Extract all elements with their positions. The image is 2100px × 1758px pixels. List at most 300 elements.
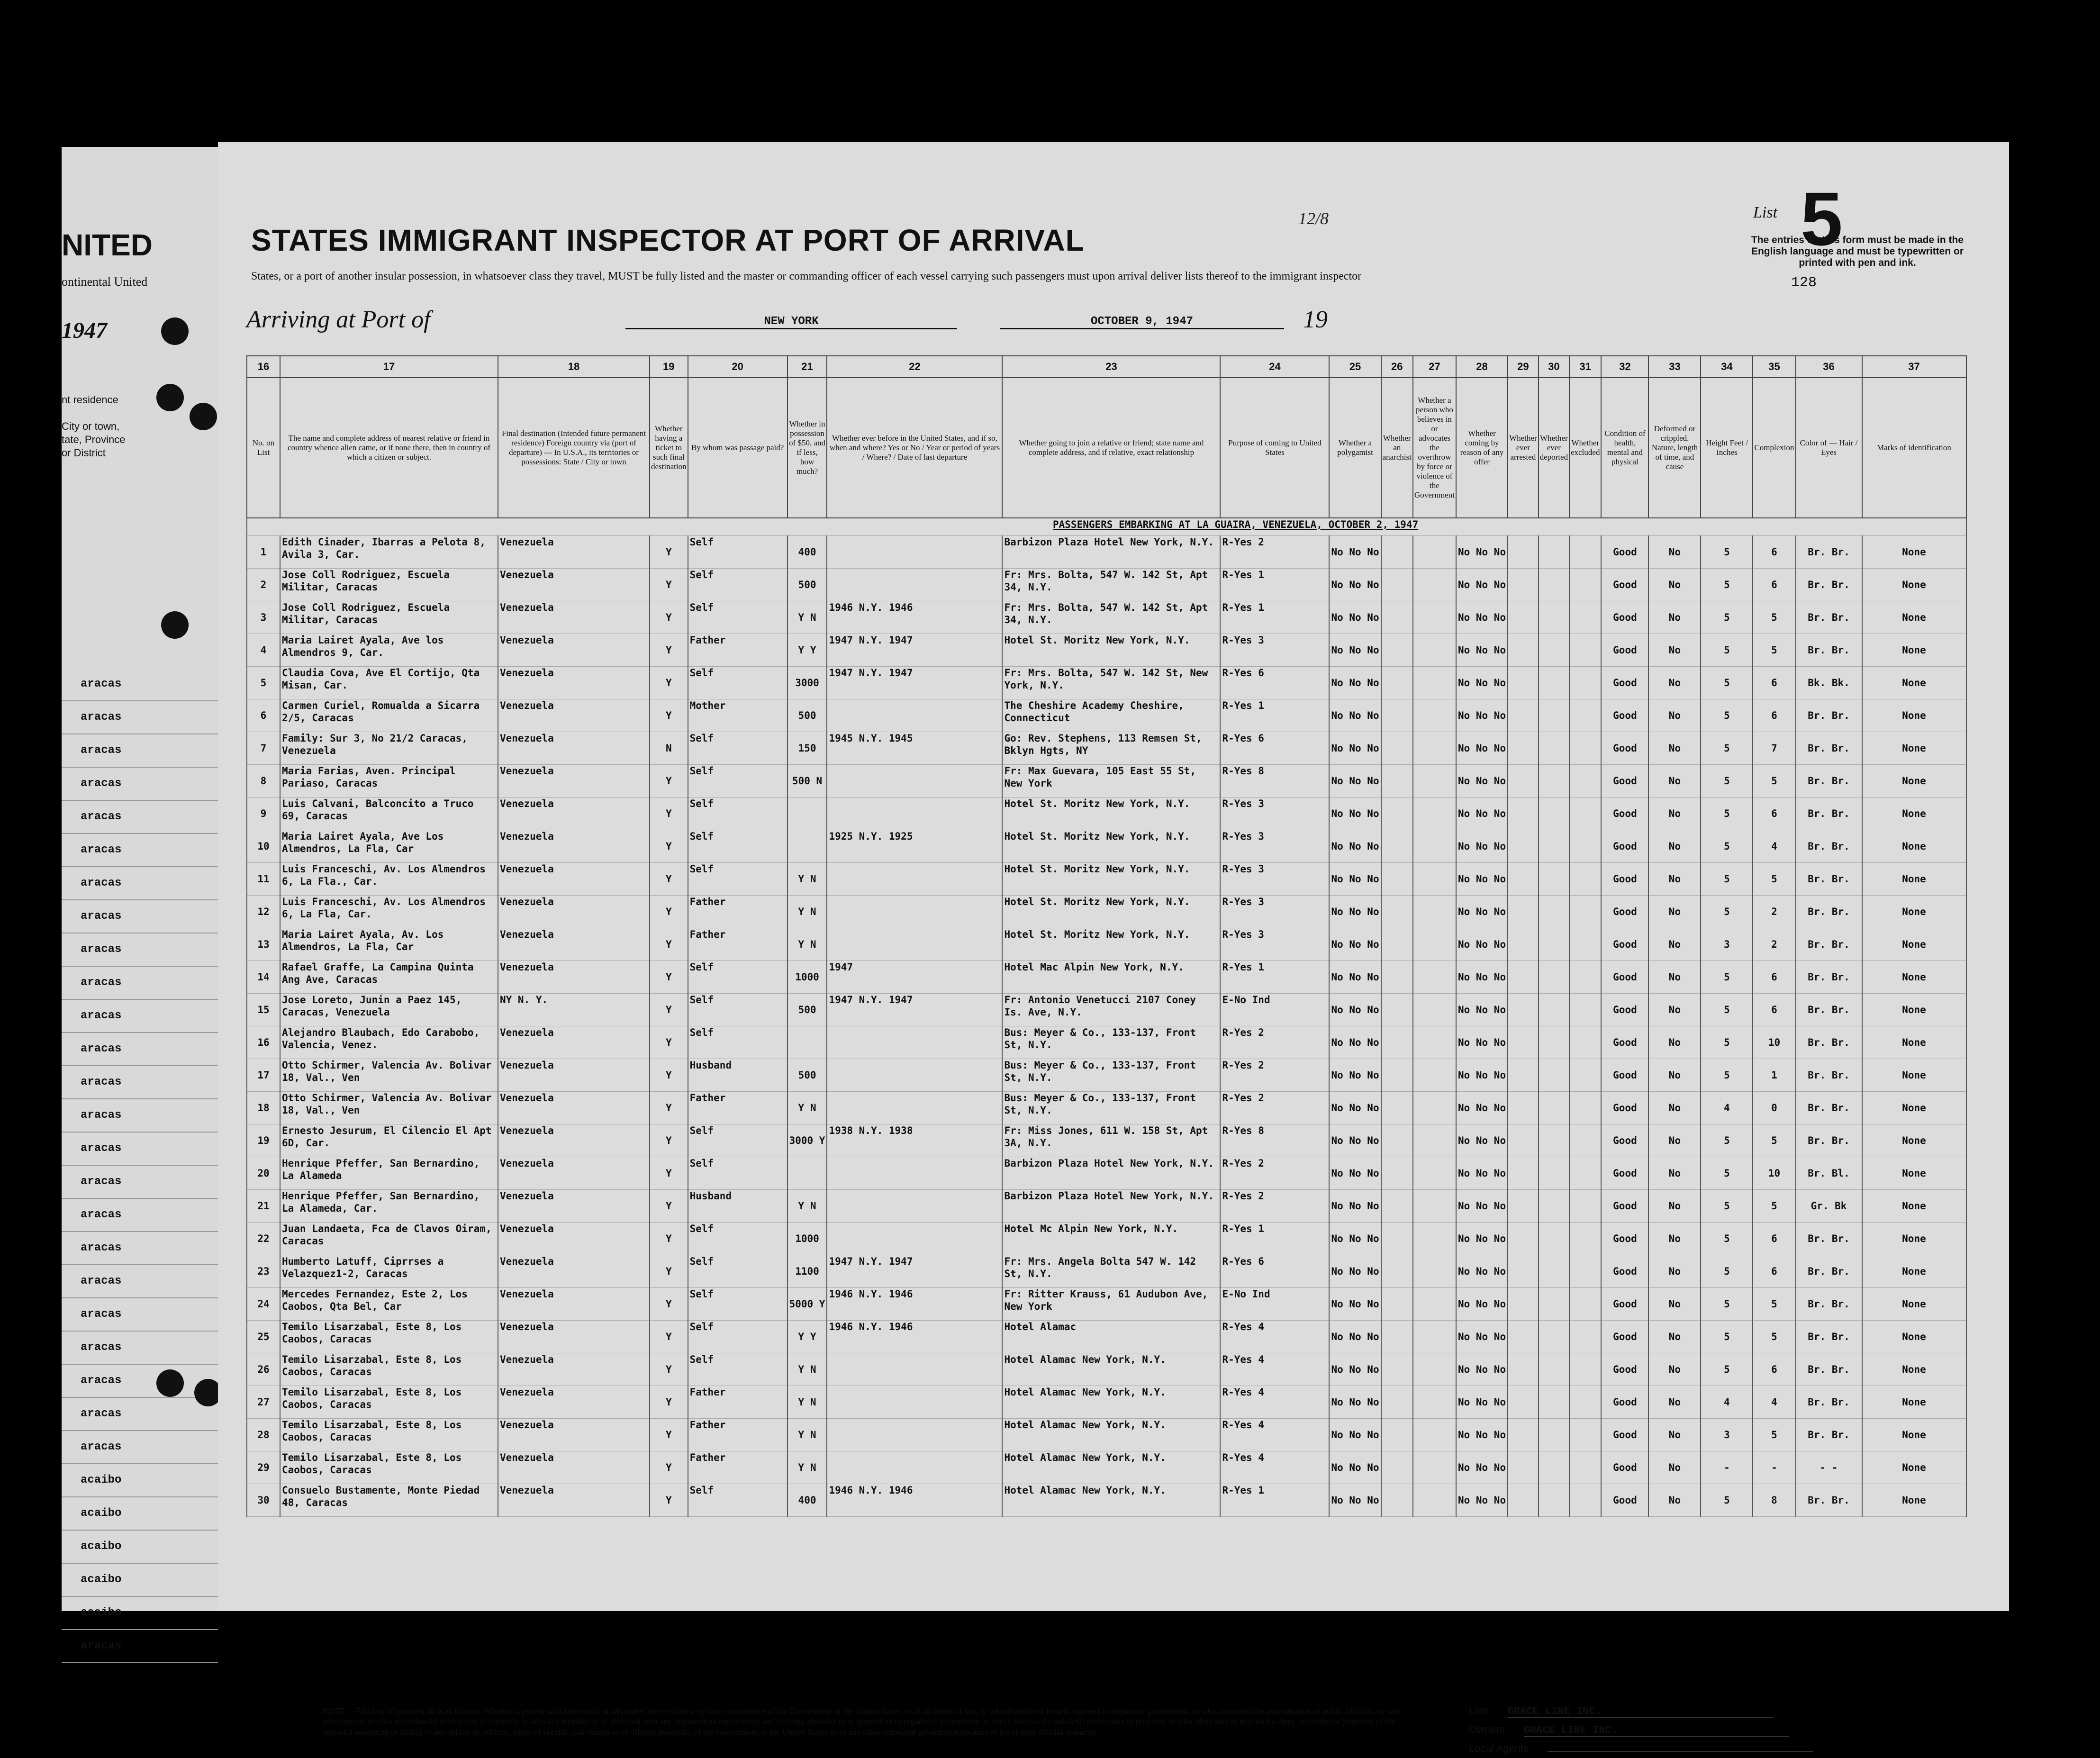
agents-value xyxy=(1548,1751,1813,1752)
cell-eyes: Br. xyxy=(1831,1069,1850,1081)
cell-paid: Father xyxy=(688,1419,788,1451)
cell-purp: R-Yes 4 xyxy=(1220,1321,1329,1353)
column-header: Whether an anarchist xyxy=(1381,378,1413,518)
page-title: STATES IMMIGRANT INSPECTOR AT PORT OF ARRIVAL xyxy=(251,223,1085,257)
cell-empty xyxy=(1508,994,1539,1026)
cell-hair-eyes xyxy=(1796,1190,1862,1223)
cell-hair-eyes xyxy=(1796,1124,1862,1157)
list-number: 5 xyxy=(1801,176,1843,261)
cell-in: 6 xyxy=(1753,1353,1795,1386)
cell-tkt: Y xyxy=(650,536,688,569)
cell-purp: R-Yes 1 xyxy=(1220,1484,1329,1517)
cell-empty xyxy=(1539,1223,1569,1255)
table-row xyxy=(247,896,1966,928)
cell-health: Good xyxy=(1601,569,1648,601)
cell-tkt: Y xyxy=(650,1386,688,1419)
cell-empty xyxy=(1569,1255,1601,1288)
column-header: Whether ever before in the United States, and if so, when and where? Yes or No / Year or period of years / Where? / Date of last departure xyxy=(827,378,1002,518)
cell-prev: 1947 N.Y. 1947 xyxy=(827,634,1002,667)
cell-q: No No No xyxy=(1329,1190,1381,1223)
table-row xyxy=(247,634,1966,667)
cell-health: Good xyxy=(1601,634,1648,667)
column-number: 37 xyxy=(1862,356,1966,378)
column-number: 19 xyxy=(650,356,688,378)
column-number: 30 xyxy=(1539,356,1569,378)
cell-empty xyxy=(1539,961,1569,994)
cell-no: 17 xyxy=(247,1059,280,1092)
cell-empty xyxy=(1569,1386,1601,1419)
cell-purp: R-Yes 4 xyxy=(1220,1353,1329,1386)
cell-empty xyxy=(1539,1124,1569,1157)
cell-marks: None xyxy=(1862,896,1966,928)
cell-ft: 5 xyxy=(1701,1157,1753,1190)
left-page-fragment xyxy=(62,147,221,1652)
cell-empty xyxy=(1508,634,1539,667)
cell-ft: 5 xyxy=(1701,765,1753,797)
cell-paid: Husband xyxy=(688,1059,788,1092)
agents-label: Local Agents xyxy=(1469,1742,1529,1754)
cell-marks: None xyxy=(1862,667,1966,699)
cell-eyes: Br. xyxy=(1831,1102,1850,1114)
cell-empty xyxy=(1413,1026,1456,1059)
cell-empty xyxy=(1381,1288,1413,1321)
cell-health: Good xyxy=(1601,667,1648,699)
cell-paid: Self xyxy=(688,1484,788,1517)
cell-in: 1 xyxy=(1753,1059,1795,1092)
line-value: GRACE LINE INC. xyxy=(1508,1705,1773,1718)
cell-hair-eyes xyxy=(1796,961,1862,994)
cell-no: 11 xyxy=(247,863,280,896)
cell-q: No No No xyxy=(1329,896,1381,928)
cell-paid: Self xyxy=(688,765,788,797)
cell-join: Fr: Miss Jones, 611 W. 158 St, Apt 3A, N.Y. xyxy=(1002,1124,1220,1157)
cell-cash xyxy=(788,1026,827,1059)
cell-no: 3 xyxy=(247,601,280,634)
cell-marks: None xyxy=(1862,765,1966,797)
cell-no: 12 xyxy=(247,896,280,928)
cell-purp: R-Yes 3 xyxy=(1220,797,1329,830)
cell-no: 5 xyxy=(247,667,280,699)
cell-health: Good xyxy=(1601,601,1648,634)
left-page-column-label: nt residence City or town, tate, Province or District xyxy=(62,394,126,459)
cell-empty xyxy=(1569,928,1601,961)
cell-empty xyxy=(1413,863,1456,896)
cell-empty xyxy=(1569,1353,1601,1386)
cell-health: Good xyxy=(1601,1353,1648,1386)
table-row xyxy=(247,1451,1966,1484)
cell-rel: Maria Lairet Ayala, Ave Los Almendros, La Fla, Car xyxy=(280,830,498,863)
cell-hair-eyes xyxy=(1796,667,1862,699)
cell-in: 0 xyxy=(1753,1092,1795,1124)
cell-prev xyxy=(827,765,1002,797)
table-row xyxy=(247,1190,1966,1223)
cell-ft: 4 xyxy=(1701,1092,1753,1124)
column-number: 31 xyxy=(1569,356,1601,378)
cell-purp: R-Yes 1 xyxy=(1220,699,1329,732)
column-header: Color of — Hair / Eyes xyxy=(1796,378,1862,518)
cell-ft: 5 xyxy=(1701,1026,1753,1059)
cell-q2: No No No xyxy=(1456,928,1508,961)
cell-join: Fr: Mrs. Bolta, 547 W. 142 St, New York, N.Y. xyxy=(1002,667,1220,699)
column-header: Whether a person who believes in or advocates the overthrow by force or violence of the Government xyxy=(1413,378,1456,518)
cell-paid: Father xyxy=(688,634,788,667)
cell-marks: None xyxy=(1862,1353,1966,1386)
column-header: Whether coming by reason of any offer xyxy=(1456,378,1508,518)
cell-health: Good xyxy=(1601,928,1648,961)
cell-no: 21 xyxy=(247,1190,280,1223)
cell-empty xyxy=(1569,1451,1601,1484)
column-header: By whom was passage paid? xyxy=(688,378,788,518)
cell-cash: Y N xyxy=(788,1190,827,1223)
cell-hair-eyes xyxy=(1796,1157,1862,1190)
left-page-row: aracas xyxy=(62,1630,218,1663)
cell-hair: Br. xyxy=(1808,1004,1826,1015)
cell-hair-eyes xyxy=(1796,634,1862,667)
column-number: 21 xyxy=(788,356,827,378)
cell-rel: Temilo Lisarzabal, Este 8, Los Caobos, Caracas xyxy=(280,1353,498,1386)
cell-paid: Self xyxy=(688,732,788,765)
cell-join: Bus: Meyer & Co., 133-137, Front St, N.Y. xyxy=(1002,1026,1220,1059)
cell-empty xyxy=(1508,1484,1539,1517)
column-header: Height Feet / Inches xyxy=(1701,378,1753,518)
column-number: 29 xyxy=(1508,356,1539,378)
cell-eyes: Br. xyxy=(1831,546,1850,558)
cell-empty xyxy=(1381,634,1413,667)
cell-empty xyxy=(1508,1386,1539,1419)
cell-empty xyxy=(1381,830,1413,863)
cell-paid: Father xyxy=(688,928,788,961)
cell-in: 6 xyxy=(1753,961,1795,994)
cell-empty xyxy=(1539,699,1569,732)
cell-tkt: Y xyxy=(650,1157,688,1190)
cell-in: 6 xyxy=(1753,797,1795,830)
cell-empty xyxy=(1381,1124,1413,1157)
cell-tkt: Y xyxy=(650,1092,688,1124)
cell-empty xyxy=(1381,1092,1413,1124)
cell-dest: Venezuela xyxy=(498,699,650,732)
cell-empty xyxy=(1413,1092,1456,1124)
cell-ft: 4 xyxy=(1701,1386,1753,1419)
cell-paid: Husband xyxy=(688,1190,788,1223)
cell-in: 4 xyxy=(1753,1386,1795,1419)
cell-hair: Br. xyxy=(1808,710,1826,721)
cell-empty xyxy=(1413,797,1456,830)
cell-q: No No No xyxy=(1329,601,1381,634)
cell-empty xyxy=(1569,569,1601,601)
cell-dest: Venezuela xyxy=(498,1451,650,1484)
cell-ft: 5 xyxy=(1701,1288,1753,1321)
cell-marks: None xyxy=(1862,1419,1966,1451)
cell-eyes: Br. xyxy=(1831,612,1850,623)
cell-eyes: Br. xyxy=(1831,841,1850,852)
cell-def: No xyxy=(1648,1157,1701,1190)
cell-empty xyxy=(1381,928,1413,961)
cell-tkt: Y xyxy=(650,1484,688,1517)
cell-def: No xyxy=(1648,601,1701,634)
column-number: 25 xyxy=(1329,356,1381,378)
cell-empty xyxy=(1381,1419,1413,1451)
cell-ft: 5 xyxy=(1701,601,1753,634)
cell-empty xyxy=(1508,961,1539,994)
cell-paid: Self xyxy=(688,536,788,569)
cell-hair-eyes xyxy=(1796,830,1862,863)
cell-purp: R-Yes 3 xyxy=(1220,863,1329,896)
cell-empty xyxy=(1508,1321,1539,1353)
cell-dest: Venezuela xyxy=(498,634,650,667)
cell-rel: Temilo Lisarzabal, Este 8, Los Caobos, Caracas xyxy=(280,1386,498,1419)
cell-prev xyxy=(827,797,1002,830)
cell-eyes: Br. xyxy=(1831,1396,1850,1408)
cell-empty xyxy=(1413,1255,1456,1288)
cell-empty xyxy=(1508,569,1539,601)
cell-empty xyxy=(1381,1190,1413,1223)
binding-hole xyxy=(156,1369,184,1397)
cell-hair-eyes xyxy=(1796,1288,1862,1321)
cell-q2: No No No xyxy=(1456,1419,1508,1451)
cell-def: No xyxy=(1648,1353,1701,1386)
left-page-row: aracas xyxy=(62,900,218,933)
cell-join: Bus: Meyer & Co., 133-137, Front St, N.Y. xyxy=(1002,1092,1220,1124)
embarkation-banner: PASSENGERS EMBARKING AT LA GUAIRA, VENEZUELA, OCTOBER 2, 1947 xyxy=(247,518,1966,536)
cell-tkt: Y xyxy=(650,1124,688,1157)
cell-empty xyxy=(1413,1451,1456,1484)
cell-in: 4 xyxy=(1753,830,1795,863)
cell-dest: Venezuela xyxy=(498,896,650,928)
column-number: 28 xyxy=(1456,356,1508,378)
cell-cash: 400 xyxy=(788,1484,827,1517)
cell-ft: 5 xyxy=(1701,1353,1753,1386)
cell-prev xyxy=(827,1223,1002,1255)
cell-cash: Y N xyxy=(788,1451,827,1484)
cell-empty xyxy=(1413,1353,1456,1386)
cell-empty xyxy=(1413,1223,1456,1255)
cell-no: 7 xyxy=(247,732,280,765)
cell-no: 9 xyxy=(247,797,280,830)
cell-tkt: Y xyxy=(650,1190,688,1223)
cell-empty xyxy=(1508,1059,1539,1092)
cell-tkt: Y xyxy=(650,1223,688,1255)
cell-tkt: Y xyxy=(650,601,688,634)
cell-q2: No No No xyxy=(1456,830,1508,863)
column-header: The name and complete address of nearest relative or friend in country whence alien came, or if none there, then in country of which a citizen or subject. xyxy=(280,378,498,518)
cell-rel: Carmen Curiel, Romualda a Sicarra 2/5, Caracas xyxy=(280,699,498,732)
cell-hair: - xyxy=(1819,1462,1826,1473)
cell-ft: 5 xyxy=(1701,1484,1753,1517)
cell-hair-eyes xyxy=(1796,1419,1862,1451)
cell-join: Hotel St. Moritz New York, N.Y. xyxy=(1002,863,1220,896)
cell-join: Hotel St. Moritz New York, N.Y. xyxy=(1002,830,1220,863)
cell-ft: - xyxy=(1701,1451,1753,1484)
cell-purp: R-Yes 8 xyxy=(1220,1124,1329,1157)
cell-empty xyxy=(1539,1157,1569,1190)
cell-ft: 5 xyxy=(1701,634,1753,667)
cell-in: 8 xyxy=(1753,1484,1795,1517)
cell-health: Good xyxy=(1601,1288,1648,1321)
cell-join: Hotel Mc Alpin New York, N.Y. xyxy=(1002,1223,1220,1255)
cell-empty xyxy=(1381,1255,1413,1288)
cell-empty xyxy=(1381,1223,1413,1255)
cell-empty xyxy=(1539,1451,1569,1484)
cell-hair: Br. xyxy=(1808,775,1826,787)
cell-rel: Ernesto Jesurum, El Cilencio El Apt 6D, Car. xyxy=(280,1124,498,1157)
column-header: Whether excluded xyxy=(1569,378,1601,518)
left-page-row: aracas xyxy=(62,967,218,1000)
cell-empty xyxy=(1508,797,1539,830)
cell-empty xyxy=(1413,732,1456,765)
cell-rel: Temilo Lisarzabal, Este 8, Los Caobos, Caracas xyxy=(280,1419,498,1451)
cell-empty xyxy=(1539,1059,1569,1092)
cell-empty xyxy=(1381,1026,1413,1059)
cell-q: No No No xyxy=(1329,732,1381,765)
cell-join: Fr: Ritter Krauss, 61 Audubon Ave, New York xyxy=(1002,1288,1220,1321)
cell-join: Barbizon Plaza Hotel New York, N.Y. xyxy=(1002,536,1220,569)
cell-marks: None xyxy=(1862,1157,1966,1190)
cell-q2: No No No xyxy=(1456,1190,1508,1223)
cell-empty xyxy=(1413,667,1456,699)
cell-no: 20 xyxy=(247,1157,280,1190)
cell-empty xyxy=(1381,536,1413,569)
cell-tkt: N xyxy=(650,732,688,765)
cell-paid: Self xyxy=(688,1321,788,1353)
cell-join: Hotel Mac Alpin New York, N.Y. xyxy=(1002,961,1220,994)
left-page-row: aracas xyxy=(62,1431,218,1464)
left-page-row: aracas xyxy=(62,1232,218,1265)
cell-empty xyxy=(1539,1484,1569,1517)
manifest-table xyxy=(246,355,1967,1517)
cell-dest: Venezuela xyxy=(498,1386,650,1419)
cell-eyes: - xyxy=(1831,1462,1838,1473)
cell-hair-eyes xyxy=(1796,797,1862,830)
cell-empty xyxy=(1539,896,1569,928)
cell-eyes: Br. xyxy=(1831,1495,1850,1506)
cell-cash xyxy=(788,830,827,863)
cell-hair: Bk. xyxy=(1808,677,1826,689)
cell-prev xyxy=(827,1059,1002,1092)
column-header: Whether having a ticket to such final destination xyxy=(650,378,688,518)
cell-paid: Self xyxy=(688,1124,788,1157)
cell-empty xyxy=(1381,863,1413,896)
cell-join: Fr: Max Guevara, 105 East 55 St, New York xyxy=(1002,765,1220,797)
column-header: Whether ever arrested xyxy=(1508,378,1539,518)
cell-paid: Father xyxy=(688,896,788,928)
cell-q2: No No No xyxy=(1456,1124,1508,1157)
cell-def: No xyxy=(1648,1026,1701,1059)
cell-purp: R-Yes 4 xyxy=(1220,1419,1329,1451)
cell-join: Fr: Mrs. Bolta, 547 W. 142 St, Apt 34, N.Y. xyxy=(1002,569,1220,601)
table-row xyxy=(247,1419,1966,1451)
cell-in: 2 xyxy=(1753,928,1795,961)
cell-empty xyxy=(1381,1321,1413,1353)
cell-q2: No No No xyxy=(1456,994,1508,1026)
cell-marks: None xyxy=(1862,1190,1966,1223)
binding-hole xyxy=(161,611,189,639)
cell-health: Good xyxy=(1601,1092,1648,1124)
cell-paid: Self xyxy=(688,601,788,634)
cell-hair: Br. xyxy=(1808,1396,1826,1408)
cell-cash: 400 xyxy=(788,536,827,569)
cell-dest: Venezuela xyxy=(498,1157,650,1190)
cell-hair: Br. xyxy=(1808,1364,1826,1375)
cell-empty xyxy=(1539,797,1569,830)
cell-ft: 5 xyxy=(1701,732,1753,765)
cell-cash: 5000 Y xyxy=(788,1288,827,1321)
cell-rel: Humberto Latuff, Ciprrses a Velazquez1-2, Caracas xyxy=(280,1255,498,1288)
cell-hair: Br. xyxy=(1808,1266,1826,1277)
cell-cash: 500 xyxy=(788,569,827,601)
table-row xyxy=(247,797,1966,830)
cell-def: No xyxy=(1648,667,1701,699)
cell-join: Barbizon Plaza Hotel New York, N.Y. xyxy=(1002,1157,1220,1190)
table-row xyxy=(247,1124,1966,1157)
cell-no: 25 xyxy=(247,1321,280,1353)
cell-q: No No No xyxy=(1329,634,1381,667)
cell-hair: Br. xyxy=(1808,1069,1826,1081)
cell-empty xyxy=(1413,1288,1456,1321)
cell-prev: 1947 N.Y. 1947 xyxy=(827,1255,1002,1288)
cell-paid: Father xyxy=(688,1386,788,1419)
cell-def: No xyxy=(1648,765,1701,797)
cell-tkt: Y xyxy=(650,896,688,928)
table-row xyxy=(247,699,1966,732)
cell-in: 2 xyxy=(1753,896,1795,928)
cell-prev xyxy=(827,1157,1002,1190)
cell-marks: None xyxy=(1862,1223,1966,1255)
cell-prev: 1946 N.Y. 1946 xyxy=(827,1288,1002,1321)
cell-q: No No No xyxy=(1329,797,1381,830)
cell-prev: 1947 xyxy=(827,961,1002,994)
cell-q2: No No No xyxy=(1456,797,1508,830)
cell-health: Good xyxy=(1601,1484,1648,1517)
cell-prev: 1925 N.Y. 1925 xyxy=(827,830,1002,863)
cell-q2: No No No xyxy=(1456,536,1508,569)
cell-in: 5 xyxy=(1753,1419,1795,1451)
cell-purp: R-Yes 6 xyxy=(1220,732,1329,765)
cell-join: Barbizon Plaza Hotel New York, N.Y. xyxy=(1002,1190,1220,1223)
cell-hair-eyes xyxy=(1796,994,1862,1026)
cell-empty xyxy=(1508,667,1539,699)
cell-empty xyxy=(1508,699,1539,732)
cell-hair-eyes xyxy=(1796,699,1862,732)
cell-q: No No No xyxy=(1329,1484,1381,1517)
cell-prev: 1946 N.Y. 1946 xyxy=(827,601,1002,634)
column-number: 16 xyxy=(247,356,280,378)
cell-eyes: Br. xyxy=(1831,1429,1850,1441)
table-row xyxy=(247,994,1966,1026)
cell-empty xyxy=(1569,1059,1601,1092)
cell-dest: Venezuela xyxy=(498,961,650,994)
column-header: Whether a polygamist xyxy=(1329,378,1381,518)
cell-marks: None xyxy=(1862,1092,1966,1124)
cell-empty xyxy=(1539,1353,1569,1386)
line-field xyxy=(1469,1701,1813,1720)
cell-empty xyxy=(1508,1451,1539,1484)
list-code: 128 xyxy=(1791,275,1817,291)
cell-hair-eyes xyxy=(1796,536,1862,569)
cell-empty xyxy=(1569,994,1601,1026)
cell-dest: Venezuela xyxy=(498,863,650,896)
cell-marks: None xyxy=(1862,1288,1966,1321)
cell-in: 6 xyxy=(1753,536,1795,569)
cell-empty xyxy=(1413,569,1456,601)
cell-def: No xyxy=(1648,896,1701,928)
cell-empty xyxy=(1381,765,1413,797)
cell-rel: Edith Cinader, Ibarras a Pelota 8, Avila 3, Car. xyxy=(280,536,498,569)
cell-q: No No No xyxy=(1329,1419,1381,1451)
cell-q2: No No No xyxy=(1456,1321,1508,1353)
cell-hair: Br. xyxy=(1808,1233,1826,1244)
column-header: Whether going to join a relative or friend; state name and complete address, and if relative, exact relationship xyxy=(1002,378,1220,518)
cell-empty xyxy=(1381,797,1413,830)
